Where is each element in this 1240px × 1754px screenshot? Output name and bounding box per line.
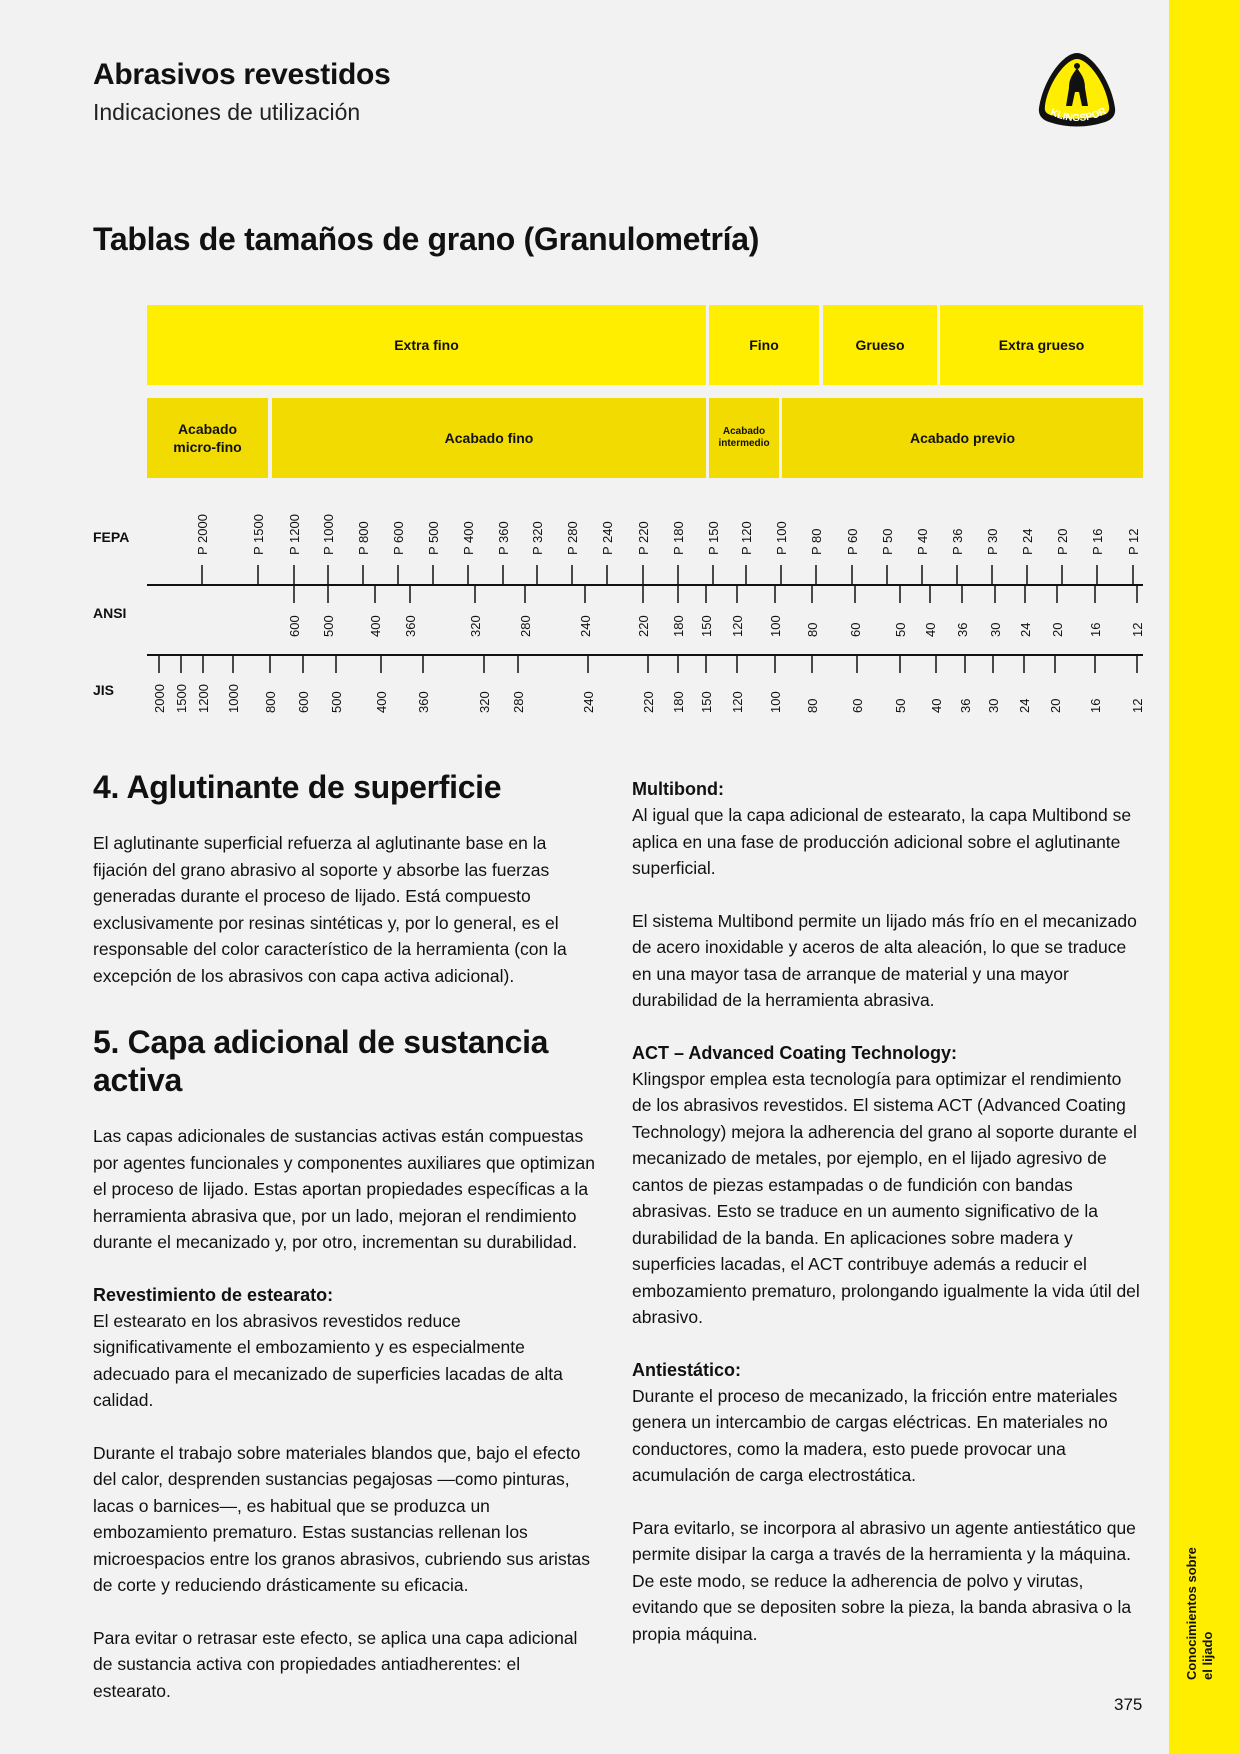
fepa-label: P 12 (1126, 528, 1141, 555)
jis-label: 24 (1017, 698, 1032, 713)
ansi-label: 16 (1088, 622, 1103, 637)
ansi-label: 30 (988, 622, 1003, 637)
fepa-label: P 240 (600, 521, 615, 555)
fepa-label: P 320 (530, 521, 545, 555)
right-column (632, 776, 1140, 1673)
fepa-label: P 120 (739, 521, 754, 555)
category-extra-fino: Extra fino (147, 305, 706, 385)
ansi-label: 220 (636, 615, 651, 637)
jis-label: 40 (929, 698, 944, 713)
jis-label: 240 (581, 691, 596, 713)
sidebar-label-line2: el lijado (1200, 1631, 1215, 1680)
fepa-label: P 30 (985, 528, 1000, 555)
grain-scale (0, 0, 1240, 760)
jis-label: 12 (1130, 698, 1145, 713)
jis-label: 280 (511, 691, 526, 713)
fepa-label: P 800 (356, 521, 371, 555)
ansi-label: 12 (1130, 622, 1145, 637)
ansi-label: 320 (468, 615, 483, 637)
ansi-label: 400 (368, 615, 383, 637)
multibond-title: Multibond: (632, 779, 724, 799)
jis-label: 100 (768, 691, 783, 713)
ansi-label: 180 (671, 615, 686, 637)
jis-label: 180 (671, 691, 686, 713)
jis-label: 80 (805, 698, 820, 713)
finish-intermedio-label: Acabado intermedio (718, 426, 770, 449)
antistatic-title: Antiestático: (632, 1359, 742, 1380)
section-5-title: 5. Capa adicional de sustancia activa (93, 1024, 549, 1098)
ansi-label: 20 (1050, 622, 1065, 637)
ansi-label: 40 (923, 622, 938, 637)
page-number: 375 (1114, 1695, 1143, 1714)
stearate-paragraph-1: El estearato en los abrasivos revestidos reduce significativamente el embozamiento y es especialmente adecuado para el mecanizado de superficies lacadas de alta calidad. (93, 1310, 563, 1410)
ansi-label: 150 (699, 615, 714, 637)
jis-label: 320 (477, 691, 492, 713)
fepa-label: P 360 (496, 521, 511, 555)
fepa-label: P 36 (950, 528, 965, 555)
ansi-label: 80 (805, 622, 820, 637)
ansi-label: 60 (848, 622, 863, 637)
stearate-title: Revestimiento de estearato: (93, 1284, 334, 1305)
jis-label: 1200 (196, 684, 211, 713)
section-4-title: 4. Aglutinante de superficie (93, 769, 502, 805)
fepa-label: P 40 (915, 528, 930, 555)
jis-label: 16 (1088, 698, 1103, 713)
jis-label: 50 (893, 698, 908, 713)
act-paragraph: Klingspor emplea esta tecnología para optimizar el rendimiento de los abrasivos revestidos. El sistema ACT (Advanced Coating Technology) mejora la adherencia del grano al soporte durante el mecanizado de metales, por ejemplo, en el lijado agresivo de cantos de piezas estampadas o de fundición con bandas abrasivas. Esto se traduce en un aumento significativo de la durabilidad de la banda. En aplicaciones sobre madera y superficies lacadas, el ACT contribuye además a reducir el embozamiento prematuro, prolongando igualmente la vida útil del abrasivo. (632, 1068, 1140, 1327)
ansi-label: 240 (578, 615, 593, 637)
fepa-label: P 60 (845, 528, 860, 555)
section-4-paragraph: El aglutinante superficial refuerza al aglutinante base en la fijación del grano abrasivo al soporte y absorbe las fuerzas generadas durante el proceso de lijado. Está compuesto exclusivamente por resinas sintéticas y, por lo general, es el responsable del color característico de la herramienta (con la excepción de los abrasivos con capa activa adicional). (93, 833, 567, 986)
jis-label: 36 (958, 698, 973, 713)
jis-label: 2000 (152, 684, 167, 713)
act-title: ACT – Advanced Coating Technology: (632, 1042, 958, 1063)
fepa-label: P 180 (671, 521, 686, 555)
jis-label: 500 (329, 691, 344, 713)
ansi-label: 600 (287, 615, 302, 637)
antistatic-paragraph-2: Para evitarlo, se incorpora al abrasivo un agente antiestático que permite disipar la carga a través de la herramienta y la máquina. De este modo, se reduce la adherencia de polvo y virutas, evitando que se depositen sobre la pieza, la banda abrasiva o la propia máquina. (632, 1517, 1136, 1644)
row-label-jis: JIS (93, 682, 115, 698)
fepa-label: P 16 (1090, 528, 1105, 555)
fepa-label: P 280 (565, 521, 580, 555)
jis-label: 1500 (174, 684, 189, 713)
fepa-label: P 80 (809, 528, 824, 555)
row-label-ansi: ANSI (93, 605, 127, 621)
jis-label: 220 (641, 691, 656, 713)
jis-label: 20 (1048, 698, 1063, 713)
fepa-label: P 100 (774, 521, 789, 555)
ansi-label: 36 (955, 622, 970, 637)
sidebar-label-line1: Conocimientos sobre (1184, 1547, 1199, 1680)
fepa-label: P 220 (636, 521, 651, 555)
section-5-paragraph: Las capas adicionales de sustancias activas están compuestas por agentes funcionales y componentes auxiliares que optimizan el proceso de lijado. Estas aportan propiedades específicas a la herramienta abrasiva que, por un lado, mejoran el rendimiento durante el mecanizado y, por otro, incrementan su durabilidad. (93, 1126, 595, 1252)
fepa-label: P 2000 (195, 514, 210, 555)
stearate-paragraph-2: Durante el trabajo sobre materiales blandos que, bajo el efecto del calor, desprenden sustancias pegajosas —como pinturas, lacas o barnices—, es habitual que se produzca un embozamiento prematuro. Estas sustancias rellenan los microespacios entre los granos abrasivos, cubriendo sus aristas de corte y reduciendo drásticamente su eficacia. (93, 1442, 591, 1595)
document-title: Abrasivos revestidos (93, 58, 391, 91)
left-column (93, 768, 601, 1730)
jis-label: 30 (986, 698, 1001, 713)
fepa-label: P 400 (461, 521, 476, 555)
fepa-label: P 20 (1055, 528, 1070, 555)
row-label-fepa: FEPA (93, 529, 130, 545)
jis-label: 1000 (226, 684, 241, 713)
finish-micro-fino-label: Acabado micro-fino (173, 421, 242, 455)
sidebar-label (1184, 1480, 1216, 1680)
jis-label: 600 (296, 691, 311, 713)
ansi-label: 50 (893, 622, 908, 637)
fepa-label: P 150 (706, 521, 721, 555)
fepa-label: P 50 (880, 528, 895, 555)
category-extra-grueso: Extra grueso (940, 305, 1143, 385)
jis-label: 60 (850, 698, 865, 713)
ansi-label: 360 (403, 615, 418, 637)
stearate-paragraph-3: Para evitar o retrasar este efecto, se aplica una capa adicional de sustancia activa con propiedades antiadherentes: el estearato. (93, 1627, 578, 1701)
ansi-label: 120 (730, 615, 745, 637)
fepa-label: P 24 (1020, 528, 1035, 555)
ansi-label: 24 (1018, 622, 1033, 637)
finish-previo: Acabado previo (782, 398, 1143, 478)
ansi-label: 280 (518, 615, 533, 637)
jis-label: 360 (416, 691, 431, 713)
category-grueso: Grueso (823, 305, 937, 385)
jis-label: 120 (730, 691, 745, 713)
multibond-paragraph-1: Al igual que la capa adicional de estearato, la capa Multibond se aplica en una fase de producción adicional sobre el aglutinante superficial. (632, 805, 1132, 878)
jis-label: 150 (699, 691, 714, 713)
fepa-label: P 1200 (287, 514, 302, 555)
jis-label: 400 (374, 691, 389, 713)
document-subtitle: Indicaciones de utilización (93, 99, 361, 125)
ansi-label: 500 (321, 615, 336, 637)
antistatic-paragraph-1: Durante el proceso de mecanizado, la fricción entre materiales genera un intercambio de cargas eléctricas. En materiales no conductores, como la madera, esto puede provocar una acumulación de carga electrostática. (632, 1385, 1118, 1485)
fepa-label: P 500 (426, 521, 441, 555)
fepa-label: P 1000 (321, 514, 336, 555)
jis-label: 800 (263, 691, 278, 713)
category-fino: Fino (709, 305, 819, 385)
grain-table-heading: Tablas de tamaños de grano (Granulometría) (93, 221, 760, 257)
multibond-paragraph-2: El sistema Multibond permite un lijado más frío en el mecanizado de acero inoxidable y aceros de alta aleación, lo que se traduce en una mayor tasa de arranque de material y una mayor durabilidad de la herramienta abrasiva. (632, 910, 1137, 1010)
fepa-label: P 1500 (251, 514, 266, 555)
ansi-label: 100 (768, 615, 783, 637)
fepa-label: P 600 (391, 521, 406, 555)
finish-fino: Acabado fino (272, 398, 706, 478)
logo-text: KLINGSPOR (1048, 105, 1109, 125)
